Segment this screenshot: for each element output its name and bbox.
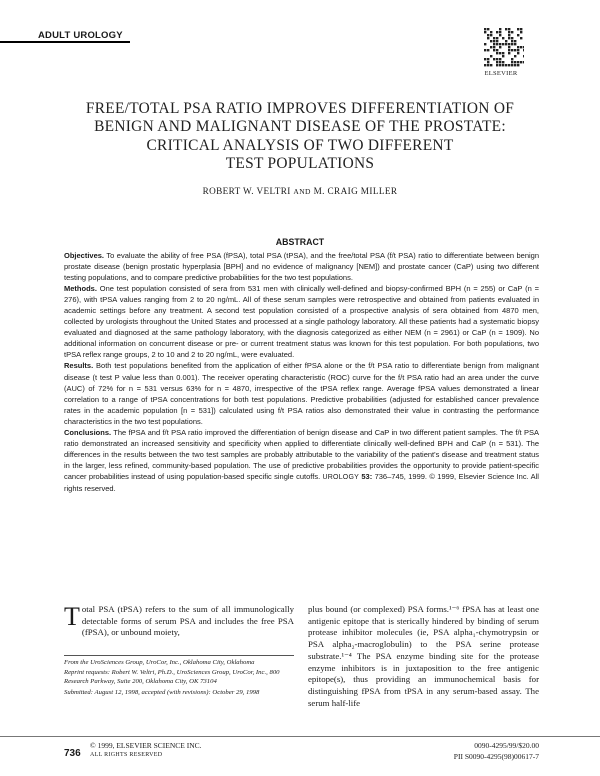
objectives-label: Objectives. xyxy=(64,251,105,260)
abstract-results xyxy=(64,360,539,426)
copyright: © 1999, ELSEVIER SCIENCE INC. xyxy=(90,741,202,750)
methods-label: Methods. xyxy=(64,284,97,294)
abstract-conclusions xyxy=(64,427,539,494)
author-2: M. CRAIG MILLER xyxy=(313,186,398,196)
methods-text: One test population consisted of sera from 531 men with clinically well-defined and biopsy-confirmed BPH (n = 255) or CaP (n = 276), with tPSA values ranging from 2 to 20 ng/mL. All of these serum samples were retrospective and obtained from patients evaluated in academic settings before any treatment. A second test population consisted of a prospective analysis of sera obtained from 4870 men, collected by urologists throughout the United States and processed at a single pathology laboratory. All these patients had a systematic biopsy evaluated and diagnosed at the same pathology laboratory, with the diagnosis categorized as either NEM (n = 2961) or CaP (n = 1909). No additional information on concurrent disease or pre- or current treatment status was known for this test population. For both populations, two tPSA reflex range groups, 2 to 10 and 2 to 20 ng/mL, were evaluated. xyxy=(64,284,539,360)
footnote-reprint: Reprint requests: Robert W. Veltri, Ph.D., UroSciences Group, UroCor, Inc., 800 Research Parkway, Suite 200, Oklahoma City, OK 73104 xyxy=(64,669,280,686)
section-label: ADULT UROLOGY xyxy=(38,30,123,41)
title-line: TEST POPULATIONS xyxy=(225,154,375,172)
citation-journal: UROLOGY xyxy=(322,473,359,481)
section-rule xyxy=(0,41,130,43)
body-text-left: otal PSA (tPSA) refers to the sum of all immunologically detectable forms of serum PSA and includes the free PSA (fPSA), or unbound moiety, xyxy=(81,604,294,638)
title-line: CRITICAL ANALYSIS OF TWO DIFFERENT xyxy=(146,136,454,154)
conclusions-text: The fPSA and f/t PSA ratio improved the differentiation of benign disease and CaP in two different patient samples. The f/t PSA ratio demonstrated an increased sensitivity and specificity when applied to differentiate clinically well-defined BPH and CaP (n = 531). The differences in the results between the two test samples are probably attributable to the variability of the patient's disease and treatment status in the larger, less refined, community-based population. The use of predictive probabilities provides the opportunity to provide patient-specific cancer probabilities instead of using population-based specific single cutoffs. xyxy=(64,427,539,481)
title-line: BENIGN AND MALIGNANT DISEASE OF THE PROSTATE: xyxy=(94,118,506,136)
rights-reserved: ALL RIGHTS RESERVED xyxy=(90,752,163,758)
results-label: Results. xyxy=(64,361,94,371)
objectives-text: To evaluate the ability of free PSA (fPSA), total PSA (tPSA), and the free/total PSA (f/t PSA) ratio to differentiate between benign prostate disease (benign prostatic hyperplasia [BPH] and no evidence of malignancy [NEM]) and prostate cancer (CaP) using two different testing populations, and to compare predictive probabilities for the two test populations. xyxy=(64,251,539,283)
abstract-objectives xyxy=(64,250,539,283)
citation-rest: 736–745, 1999. © 1999, Elsevier Science Inc. All rights reserved. xyxy=(64,471,539,493)
abstract-methods xyxy=(64,283,539,360)
conclusions-label: Conclusions. xyxy=(64,427,112,437)
footer-rule xyxy=(0,736,600,737)
abstract-body xyxy=(64,250,539,494)
publisher-name: ELSEVIER xyxy=(484,70,518,77)
article-title xyxy=(55,100,545,173)
footnote-affiliation: From the UroSciences Group, UroCor, Inc., Oklahoma City, Oklahoma xyxy=(64,659,255,666)
citation-volume: 53: xyxy=(361,471,373,481)
results-text: Both test populations benefited from the application of either fPSA alone or the f/t PSA ratio to differentiate benign from malignant disease (t test P value less than 0.001). The receiver operating characteristic (ROC) curve for the f/t PSA ratio had an area under the curve (AUC) of 72% for n = 531 versus 63% for n = 4870, irrespective of the tPSA reflex range. Average fPSA values demonstrated a linear correlation to a range of tPSA concentrations for both test populations. Predictive probabilities (adjusted for established cancer prevalence rates in the academic population [n = 531]) calculated using f/t PSA ratios also demonstrated their value in contrasting the performance characteristics in the two test populations. xyxy=(64,361,539,426)
footnote-submitted: Submitted: August 12, 1998, accepted (with revisions): October 29, 1998 xyxy=(64,688,260,696)
body-column-left xyxy=(64,604,294,639)
author-1: ROBERT W. VELTRI xyxy=(202,186,291,196)
abstract-heading: ABSTRACT xyxy=(275,237,325,247)
author-conjunction: AND xyxy=(293,187,311,196)
publisher-logo xyxy=(484,28,524,74)
page-number: 736 xyxy=(64,748,81,759)
footnote-rule xyxy=(64,655,294,656)
issn: 0090-4295/99/$20.00 xyxy=(474,741,539,750)
drop-cap: T xyxy=(64,602,80,631)
body-column-right: plus bound (or complexed) PSA forms.¹⁻⁶ fPSA has at least one antigenic epitope that is sterically hindered by binding of serum protease inhibitor molecules (ie, PSA alpha₁-chymotrypsin or PSA alpha₂-macroglobulin) to the PSA serine protease substrate.¹⁻⁴ The PSA enzyme binding site for the protease enzyme inhibitors is in juxtaposition to the free antigenic epitope(s), thus providing an immunochemical basis for distinguishing fPSA from tPSA in any serum-based assay. The serum half-life xyxy=(308,604,539,708)
footnotes xyxy=(64,658,294,698)
title-line: FREE/TOTAL PSA RATIO IMPROVES DIFFERENTIATION OF xyxy=(85,100,515,117)
authors xyxy=(0,186,600,196)
pii: PII S0090-4295(98)00617-7 xyxy=(453,752,539,761)
